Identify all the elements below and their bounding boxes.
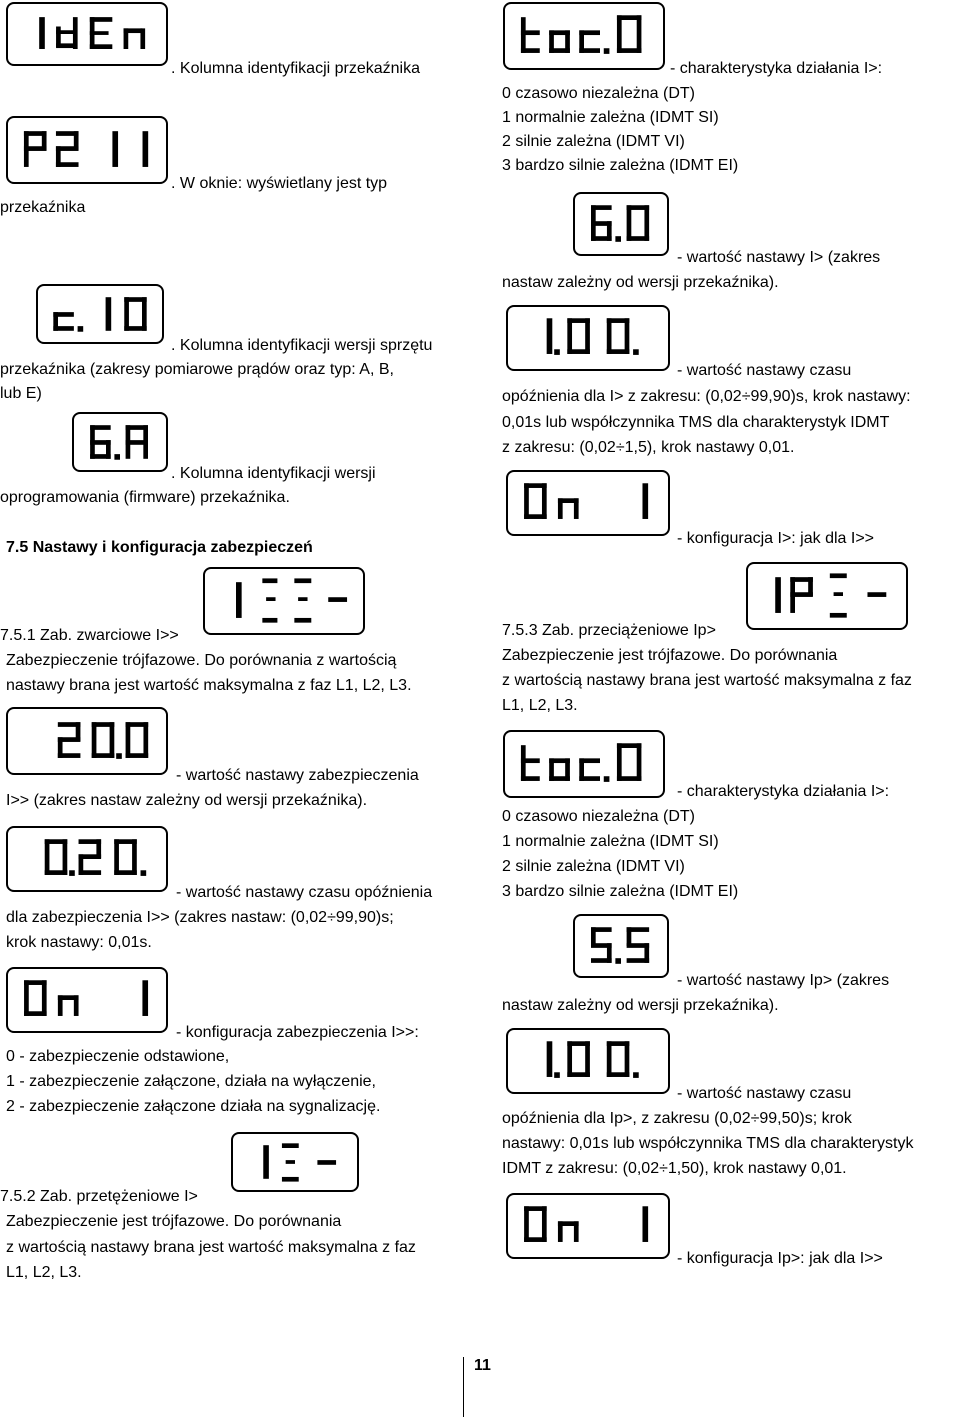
text-line: . Kolumna identyfikacji wersji sprzętu [171, 337, 433, 354]
subsection-heading: 7.5.1 Zab. zwarciowe I>> [0, 627, 179, 644]
lcd-display-on1-left [6, 967, 168, 1033]
subsection-heading: 7.5.3 Zab. przeciążeniowe Ip> [502, 622, 716, 639]
text-line: z wartością nastawy brana jest wartość maksymalna z faz [6, 1239, 416, 1256]
text-line: - wartość nastawy czasu [677, 362, 852, 379]
text-line: Zabezpieczenie jest trójfazowe. Do porównania [6, 1213, 342, 1230]
text-line: Zabezpieczenie jest trójfazowe. Do porównania [502, 647, 838, 664]
text-line: - konfiguracja Ip>: jak dla I>> [677, 1250, 883, 1267]
text-line: oprogramowania (firmware) przekaźnika. [0, 489, 290, 506]
page-number: 11 [474, 1357, 491, 1374]
text-line: - konfiguracja I>: jak dla I>> [677, 530, 874, 547]
text-line: z wartością nastawy brana jest wartość maksymalna z faz [502, 672, 912, 689]
text-line: . Kolumna identyfikacji przekaźnika [171, 60, 421, 77]
section-heading: 7.5 Nastawy i konfiguracja zabezpieczeń [6, 539, 313, 556]
lcd-display-ip [746, 562, 908, 630]
lcd-display-time-2 [506, 1028, 670, 1094]
text-line: - charakterystyka działania I>: [670, 60, 883, 77]
text-line: nastaw zależny od wersji przekaźnika). [502, 997, 779, 1014]
lcd-display-version [72, 412, 168, 472]
text-line: 0 czasowo niezależna (DT) [502, 85, 695, 102]
text-line: opóźnienia dla Ip>, z zakresu (0,02÷99,50)s; krok [502, 1110, 852, 1127]
lcd-display-i1 [231, 1132, 359, 1192]
lcd-display-toc-1 [503, 2, 665, 70]
text-line: 3 bardzo silnie zależna (IDMT EI) [502, 157, 739, 174]
text-line: z zakresu: (0,02÷1,5), krok nastawy 0,01. [502, 439, 795, 456]
text-line: - wartość nastawy czasu [677, 1085, 852, 1102]
text-line: dla zabezpieczenia I>> (zakres nastaw: (0,02÷99,90)s; [6, 909, 394, 926]
text-line: nastawy brana jest wartość maksymalna z faz L1, L2, L3. [6, 677, 412, 694]
lcd-display-c10 [36, 284, 164, 344]
text-line: 1 normalnie zależna (IDMT SI) [502, 833, 719, 850]
lcd-display-on1-right-1 [506, 470, 670, 536]
subsection-heading: 7.5.2 Zab. przetężeniowe I> [0, 1188, 198, 1205]
text-line: 2 - zabezpieczenie załączone działa na sygnalizację. [6, 1098, 381, 1115]
text-line: 2 silnie zależna (IDMT VI) [502, 133, 685, 150]
lcd-display-set-2 [573, 914, 669, 978]
lcd-display-p211 [6, 116, 168, 184]
lcd-display-on1-right-2 [506, 1193, 670, 1259]
text-line: - wartość nastawy I> (zakres [677, 249, 881, 266]
text-line: 1 - zabezpieczenie załączone, działa na wyłączenie, [6, 1073, 376, 1090]
text-line: 3 bardzo silnie zależna (IDMT EI) [502, 883, 739, 900]
text-line: L1, L2, L3. [502, 697, 578, 714]
lcd-display-i20 [6, 707, 168, 775]
text-line: przekaźnika (zakresy pomiarowe prądów oraz typ: A, B, [0, 361, 394, 378]
text-line: krok nastawy: 0,01s. [6, 934, 152, 951]
text-line: - wartość nastawy Ip> (zakres [677, 972, 890, 989]
text-line: - wartość nastawy czasu opóźnienia [176, 884, 433, 901]
lcd-display-set-1 [573, 192, 669, 256]
text-line: Zabezpieczenie trójfazowe. Do porównania z wartością [6, 652, 397, 669]
text-line: - charakterystyka działania I>: [677, 783, 890, 800]
text-line: - konfiguracja zabezpieczenia I>>: [176, 1024, 419, 1041]
text-line: opóźnienia dla I> z zakresu: (0,02÷99,90)s, krok nastawy: [502, 388, 911, 405]
lcd-display-iden [6, 2, 168, 66]
lcd-display-time-1 [506, 305, 670, 371]
text-line: 0,01s lub współczynnika TMS dla charakterystyk IDMT [502, 414, 890, 431]
text-line: . Kolumna identyfikacji wersji [171, 465, 376, 482]
text-line: 0 czasowo niezależna (DT) [502, 808, 695, 825]
text-line: IDMT z zakresu: (0,02÷1,50), krok nastawy 0,01. [502, 1160, 847, 1177]
lcd-display-i-gg [203, 567, 365, 635]
text-line: lub E) [0, 385, 42, 402]
text-line: nastawy: 0,01s lub współczynnika TMS dla charakterystyk [502, 1135, 914, 1152]
text-line: - wartość nastawy zabezpieczenia [176, 767, 419, 784]
text-line: 2 silnie zależna (IDMT VI) [502, 858, 685, 875]
lcd-display-toc-2 [503, 730, 665, 798]
text-line: I>> (zakres nastaw zależny od wersji przekaźnika). [6, 792, 368, 809]
text-line: 1 normalnie zależna (IDMT SI) [502, 109, 719, 126]
lcd-segments [8, 4, 166, 64]
text-line: nastaw zależny od wersji przekaźnika). [502, 274, 779, 291]
text-line: 0 - zabezpieczenie odstawione, [6, 1048, 230, 1065]
text-line: L1, L2, L3. [6, 1264, 82, 1281]
text-line: przekaźnika [0, 199, 86, 216]
lcd-display-t020 [6, 826, 168, 892]
footer-divider [463, 1357, 464, 1417]
text-line: . W oknie: wyświetlany jest typ [171, 175, 388, 192]
